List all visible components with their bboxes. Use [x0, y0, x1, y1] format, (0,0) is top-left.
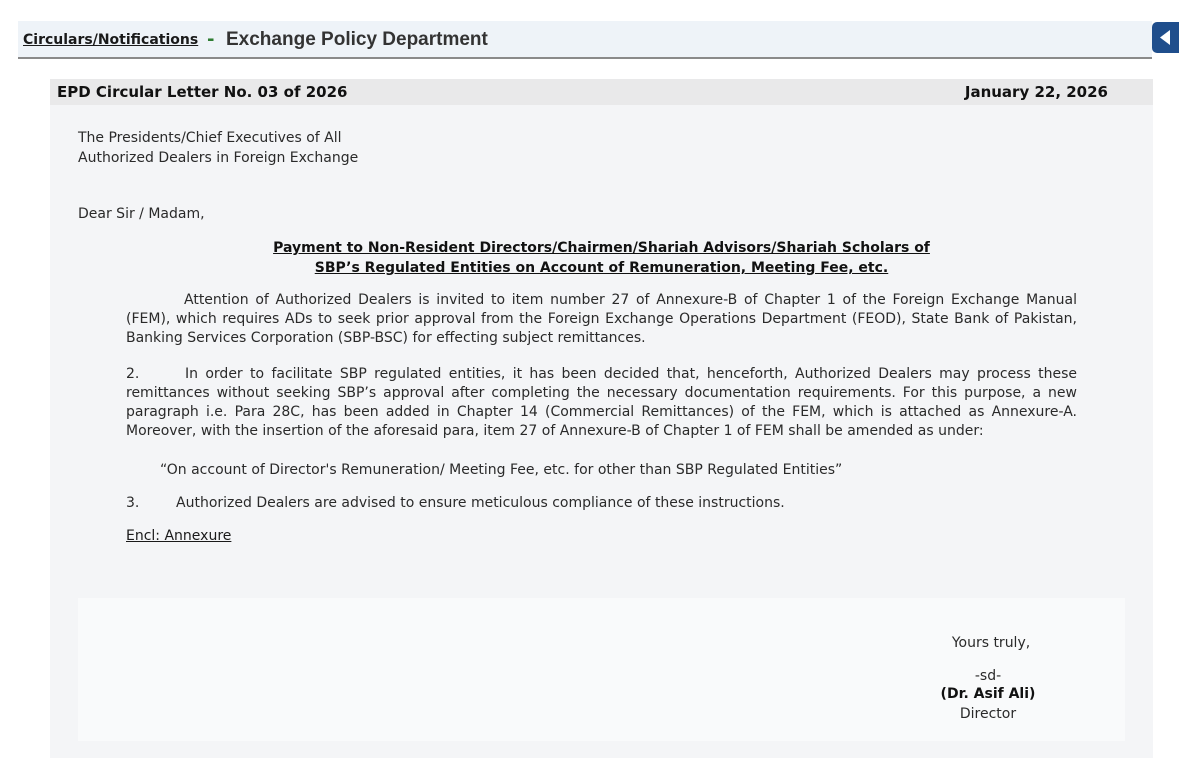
- subject: [245, 238, 958, 278]
- amendment-quote: “On account of Director's Remuneration/ Meeting Fee, etc. for other than SBP Regulated Entities”: [160, 462, 843, 478]
- addressee-line: The Presidents/Chief Executives of All: [78, 130, 342, 146]
- paragraph-3-number: 3.: [126, 495, 140, 511]
- paragraph-3: [126, 493, 785, 513]
- paragraph-1: [126, 291, 1077, 348]
- paragraph-1-text: (FEM), which requires ADs to seek prior approval from the Foreign Exchange Operations Department (FEOD), State Bank of Pakistan, Banking Services Corporation (SBP-BSC) for effecting subject remittances.: [126, 311, 1077, 346]
- paragraph-2: [126, 365, 1077, 441]
- subject-line: Payment to Non-Resident Directors/Chairmen/Shariah Advisors/Shariah Scholars of: [273, 240, 930, 256]
- header-bar: [18, 21, 1152, 59]
- circular-number: EPD Circular Letter No. 03 of 2026: [57, 83, 348, 101]
- paragraph-3-text: Authorized Dealers are advised to ensure meticulous compliance of these instructions.: [176, 495, 785, 511]
- closing: Yours truly,: [951, 635, 1031, 651]
- signed-mark: -sd-: [974, 668, 1002, 684]
- addressee: [78, 128, 358, 168]
- chevron-left-icon: [1160, 30, 1171, 45]
- subject-line: SBP’s Regulated Entities on Account of Remuneration, Meeting Fee, etc.: [314, 260, 889, 276]
- signature-block: [78, 598, 1125, 741]
- salutation: Dear Sir / Madam,: [78, 206, 205, 222]
- signatory-designation: Director: [959, 706, 1017, 722]
- paragraph-2-number: 2.: [126, 366, 140, 382]
- paragraph-2-text: remittances without seeking SBP’s approval after completing the necessary documentation requirements. For this purpose, a new paragraph i.e. Para 28C, has been added in Chapter 14 (Commercial Remittances) of the FEM, which is attached as Annexure-A. Moreover, with the insertion of the aforesaid para, item 27 of Annexure-B of Chapter 1 of FEM shall be amended as under:: [126, 385, 1077, 439]
- back-button[interactable]: [1152, 22, 1179, 53]
- paragraph-1-first-line: Attention of Authorized Dealers is invited to item number 27 of Annexure-B of Chapter 1 of the Foreign Exchange Manual: [184, 292, 1077, 308]
- circulars-notifications-link[interactable]: Circulars/Notifications: [23, 32, 199, 48]
- paragraph-2-first-line: In order to facilitate SBP regulated entities, it has been decided that, henceforth, Authorized Dealers may process these: [185, 366, 1077, 382]
- circular-date: January 22, 2026: [964, 83, 1108, 101]
- addressee-line: Authorized Dealers in Foreign Exchange: [78, 150, 359, 166]
- header-separator: -: [207, 29, 215, 50]
- department-title: Exchange Policy Department: [226, 29, 488, 50]
- circular-letter: [50, 79, 1153, 758]
- circular-header: [50, 79, 1153, 105]
- signatory-name: (Dr. Asif Ali): [940, 686, 1036, 702]
- enclosure-link[interactable]: Encl: Annexure: [126, 528, 232, 544]
